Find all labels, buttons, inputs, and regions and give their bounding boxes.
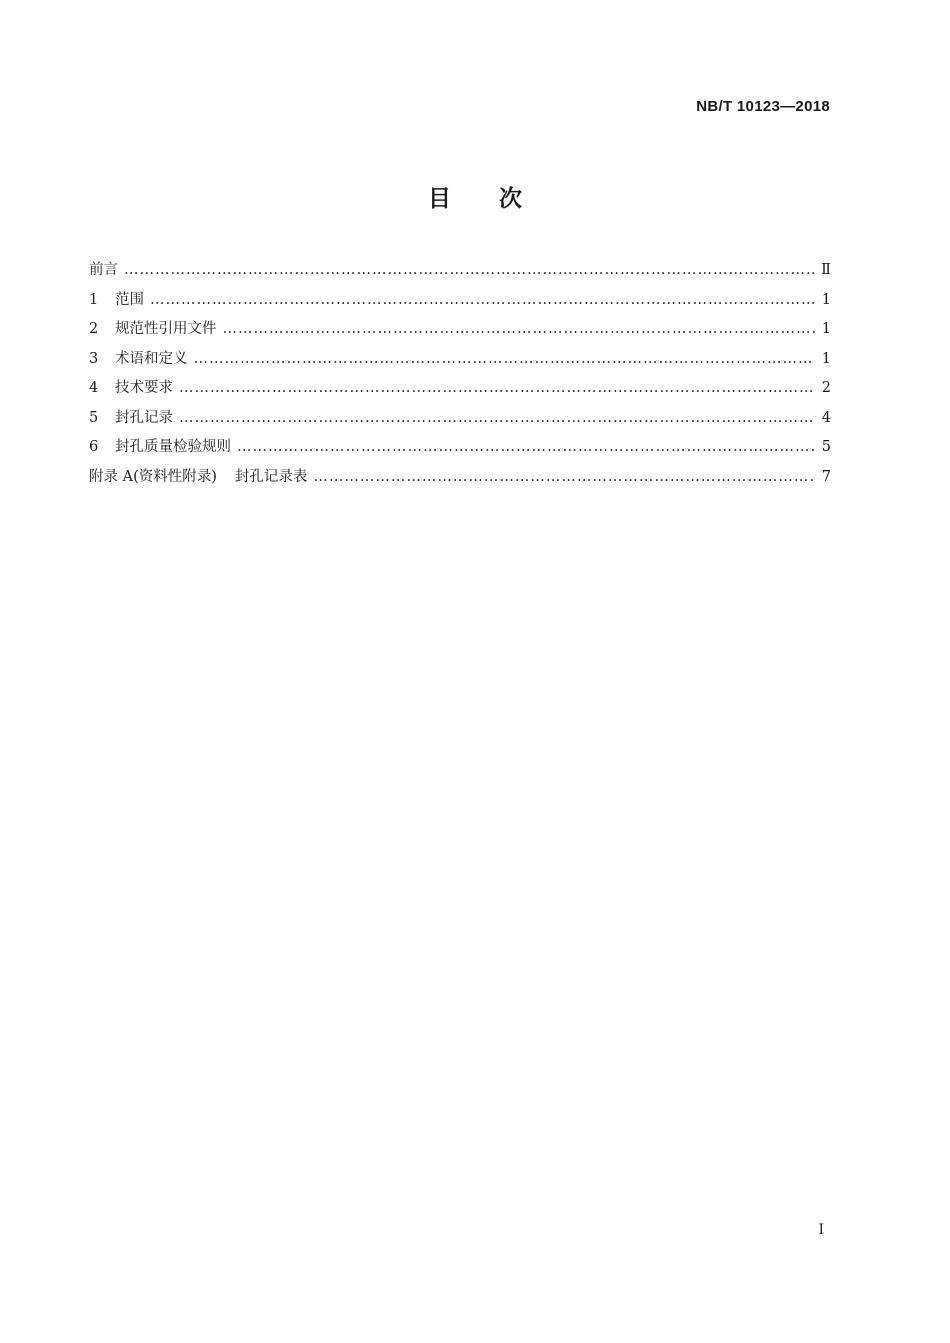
toc-leader-dots <box>124 256 815 286</box>
toc-entry-page: 1 <box>821 321 831 337</box>
toc-entry-terms-definitions[interactable] <box>89 345 831 375</box>
toc-entry-label: 技术要求 <box>115 380 173 396</box>
toc-entry-quality-inspection-rules[interactable] <box>89 433 831 463</box>
toc-entry-page: 4 <box>821 409 831 426</box>
toc-entry-normative-references[interactable] <box>89 315 831 345</box>
toc-entry-number: 2 <box>89 321 99 337</box>
toc-entry-number: 3 <box>89 350 99 367</box>
toc-entry-appendix-a[interactable] <box>89 463 831 493</box>
toc-entry-label: 封孔质量检验规则 <box>115 439 231 455</box>
toc-entry-page: 1 <box>821 350 831 367</box>
toc-entry-label: 封孔记录 <box>115 409 173 426</box>
toc-entry-number: 5 <box>89 409 99 426</box>
toc-leader-dots <box>179 374 815 404</box>
toc-entry-sealing-records[interactable] <box>89 404 831 434</box>
toc-entry-page: Ⅱ <box>821 262 831 278</box>
toc-entry-number: 6 <box>89 439 99 455</box>
toc-entry-label: 范围 <box>115 291 144 308</box>
toc-entry-page: 7 <box>821 468 831 485</box>
toc-entry-number: 1 <box>89 291 99 308</box>
toc-entry-label: 附录 A(资料性附录) <box>89 468 217 485</box>
table-of-contents <box>89 256 831 492</box>
toc-leader-dots <box>237 433 815 463</box>
toc-entry-page: 5 <box>821 439 831 455</box>
toc-leader-dots <box>223 315 816 345</box>
toc-leader-dots <box>313 463 815 493</box>
toc-leader-dots <box>194 345 816 375</box>
toc-entry-number: 4 <box>89 380 99 396</box>
toc-entry-label: 前言 <box>89 262 118 278</box>
page-number: Ⅰ <box>818 1222 824 1238</box>
toc-entry-technical-requirements[interactable] <box>89 374 831 404</box>
toc-entry-label: 规范性引用文件 <box>115 321 217 337</box>
toc-entry-label: 术语和定义 <box>115 350 188 367</box>
toc-entry-page: 1 <box>821 291 831 308</box>
standard-code: NB/T 10123—2018 <box>696 98 830 115</box>
toc-leader-dots <box>179 404 815 434</box>
toc-leader-dots <box>150 286 815 316</box>
page-title: 目次 <box>428 186 570 212</box>
toc-entry-scope[interactable] <box>89 286 831 316</box>
toc-entry-page: 2 <box>821 380 831 396</box>
toc-entry-subtitle: 封孔记录表 <box>234 468 308 485</box>
toc-entry-foreword[interactable] <box>89 256 831 286</box>
